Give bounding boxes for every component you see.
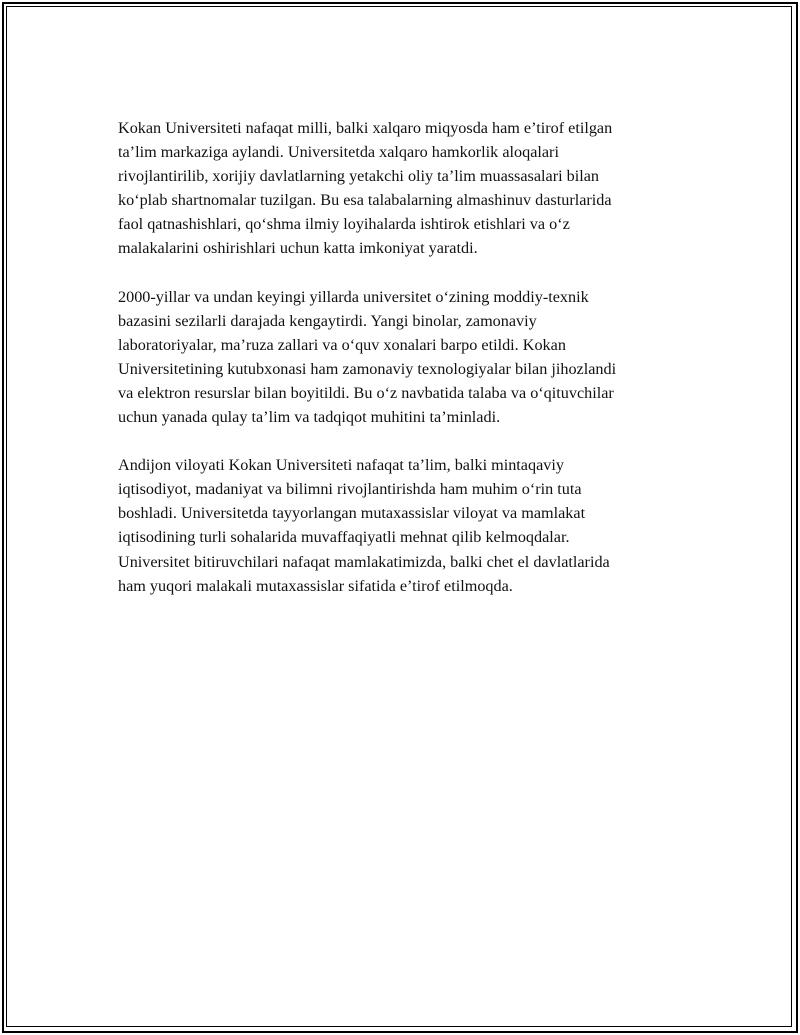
- text-line: ko‘plab shartnomalar tuzilgan. Bu esa talabalarning almashinuv dasturlarida: [118, 191, 612, 210]
- text-line: iqtisodining turli sohalarida muvaffaqiyatli mehnat qilib kelmoqdalar.: [118, 528, 570, 547]
- text-line: uchun yanada qulay ta’lim va tadqiqot muhitini ta’minladi.: [118, 408, 501, 427]
- text-line: boshladi. Universitetda tayyorlangan mutaxassislar viloyat va mamlakat: [118, 504, 586, 523]
- text-line: malakalarini oshirishlari uchun katta imkoniyat yaratdi.: [118, 239, 478, 258]
- document-body: [118, 116, 698, 622]
- text-line: Andijon viloyati Kokan Universiteti nafaqat ta’lim, balki mintaqaviy: [118, 456, 564, 475]
- paragraph-3: [118, 453, 698, 598]
- paragraph-2: [118, 285, 698, 430]
- text-line: laboratoriyalar, ma’ruza zallari va o‘quv xonalari barpo etildi. Kokan: [118, 335, 566, 354]
- text-line: ta’lim markaziga aylandi. Universitetda xalqaro hamkorlik aloqalari: [118, 143, 559, 162]
- text-line: ham yuqori malakali mutaxassislar sifatida e’tirof etilmoqda.: [118, 576, 513, 595]
- text-line: bazasini sezilarli darajada kengaytirdi. Yangi binolar, zamonaviy: [118, 311, 537, 330]
- text-line: Universitetining kutubxonasi ham zamonaviy texnologiyalar bilan jihozlandi: [118, 359, 617, 378]
- text-line: Kokan Universiteti nafaqat milli, balki xalqaro miqyosda ham e’tirof etilgan: [118, 119, 613, 137]
- text-line: Universitet bitiruvchilari nafaqat mamlakatimizda, balki chet el davlatlarida: [118, 552, 610, 571]
- text-line: iqtisodiyot, madaniyat va bilimni rivojlantirishda ham muhim o‘rin tuta: [118, 480, 582, 499]
- text-line: va elektron resurslar bilan boyitildi. Bu o‘z navbatida talaba va o‘qituvchilar: [118, 383, 614, 402]
- text-line: faol qatnashishlari, qo‘shma ilmiy loyihalarda ishtirok etishlari va o‘z: [118, 215, 570, 234]
- text-line: rivojlantirilib, xorijiy davlatlarning yetakchi oliy ta’lim muassasalari bilan: [118, 167, 600, 186]
- paragraph-1: [118, 116, 698, 261]
- text-line: 2000-yillar va undan keyingi yillarda universitet o‘zining moddiy-texnik: [118, 287, 589, 306]
